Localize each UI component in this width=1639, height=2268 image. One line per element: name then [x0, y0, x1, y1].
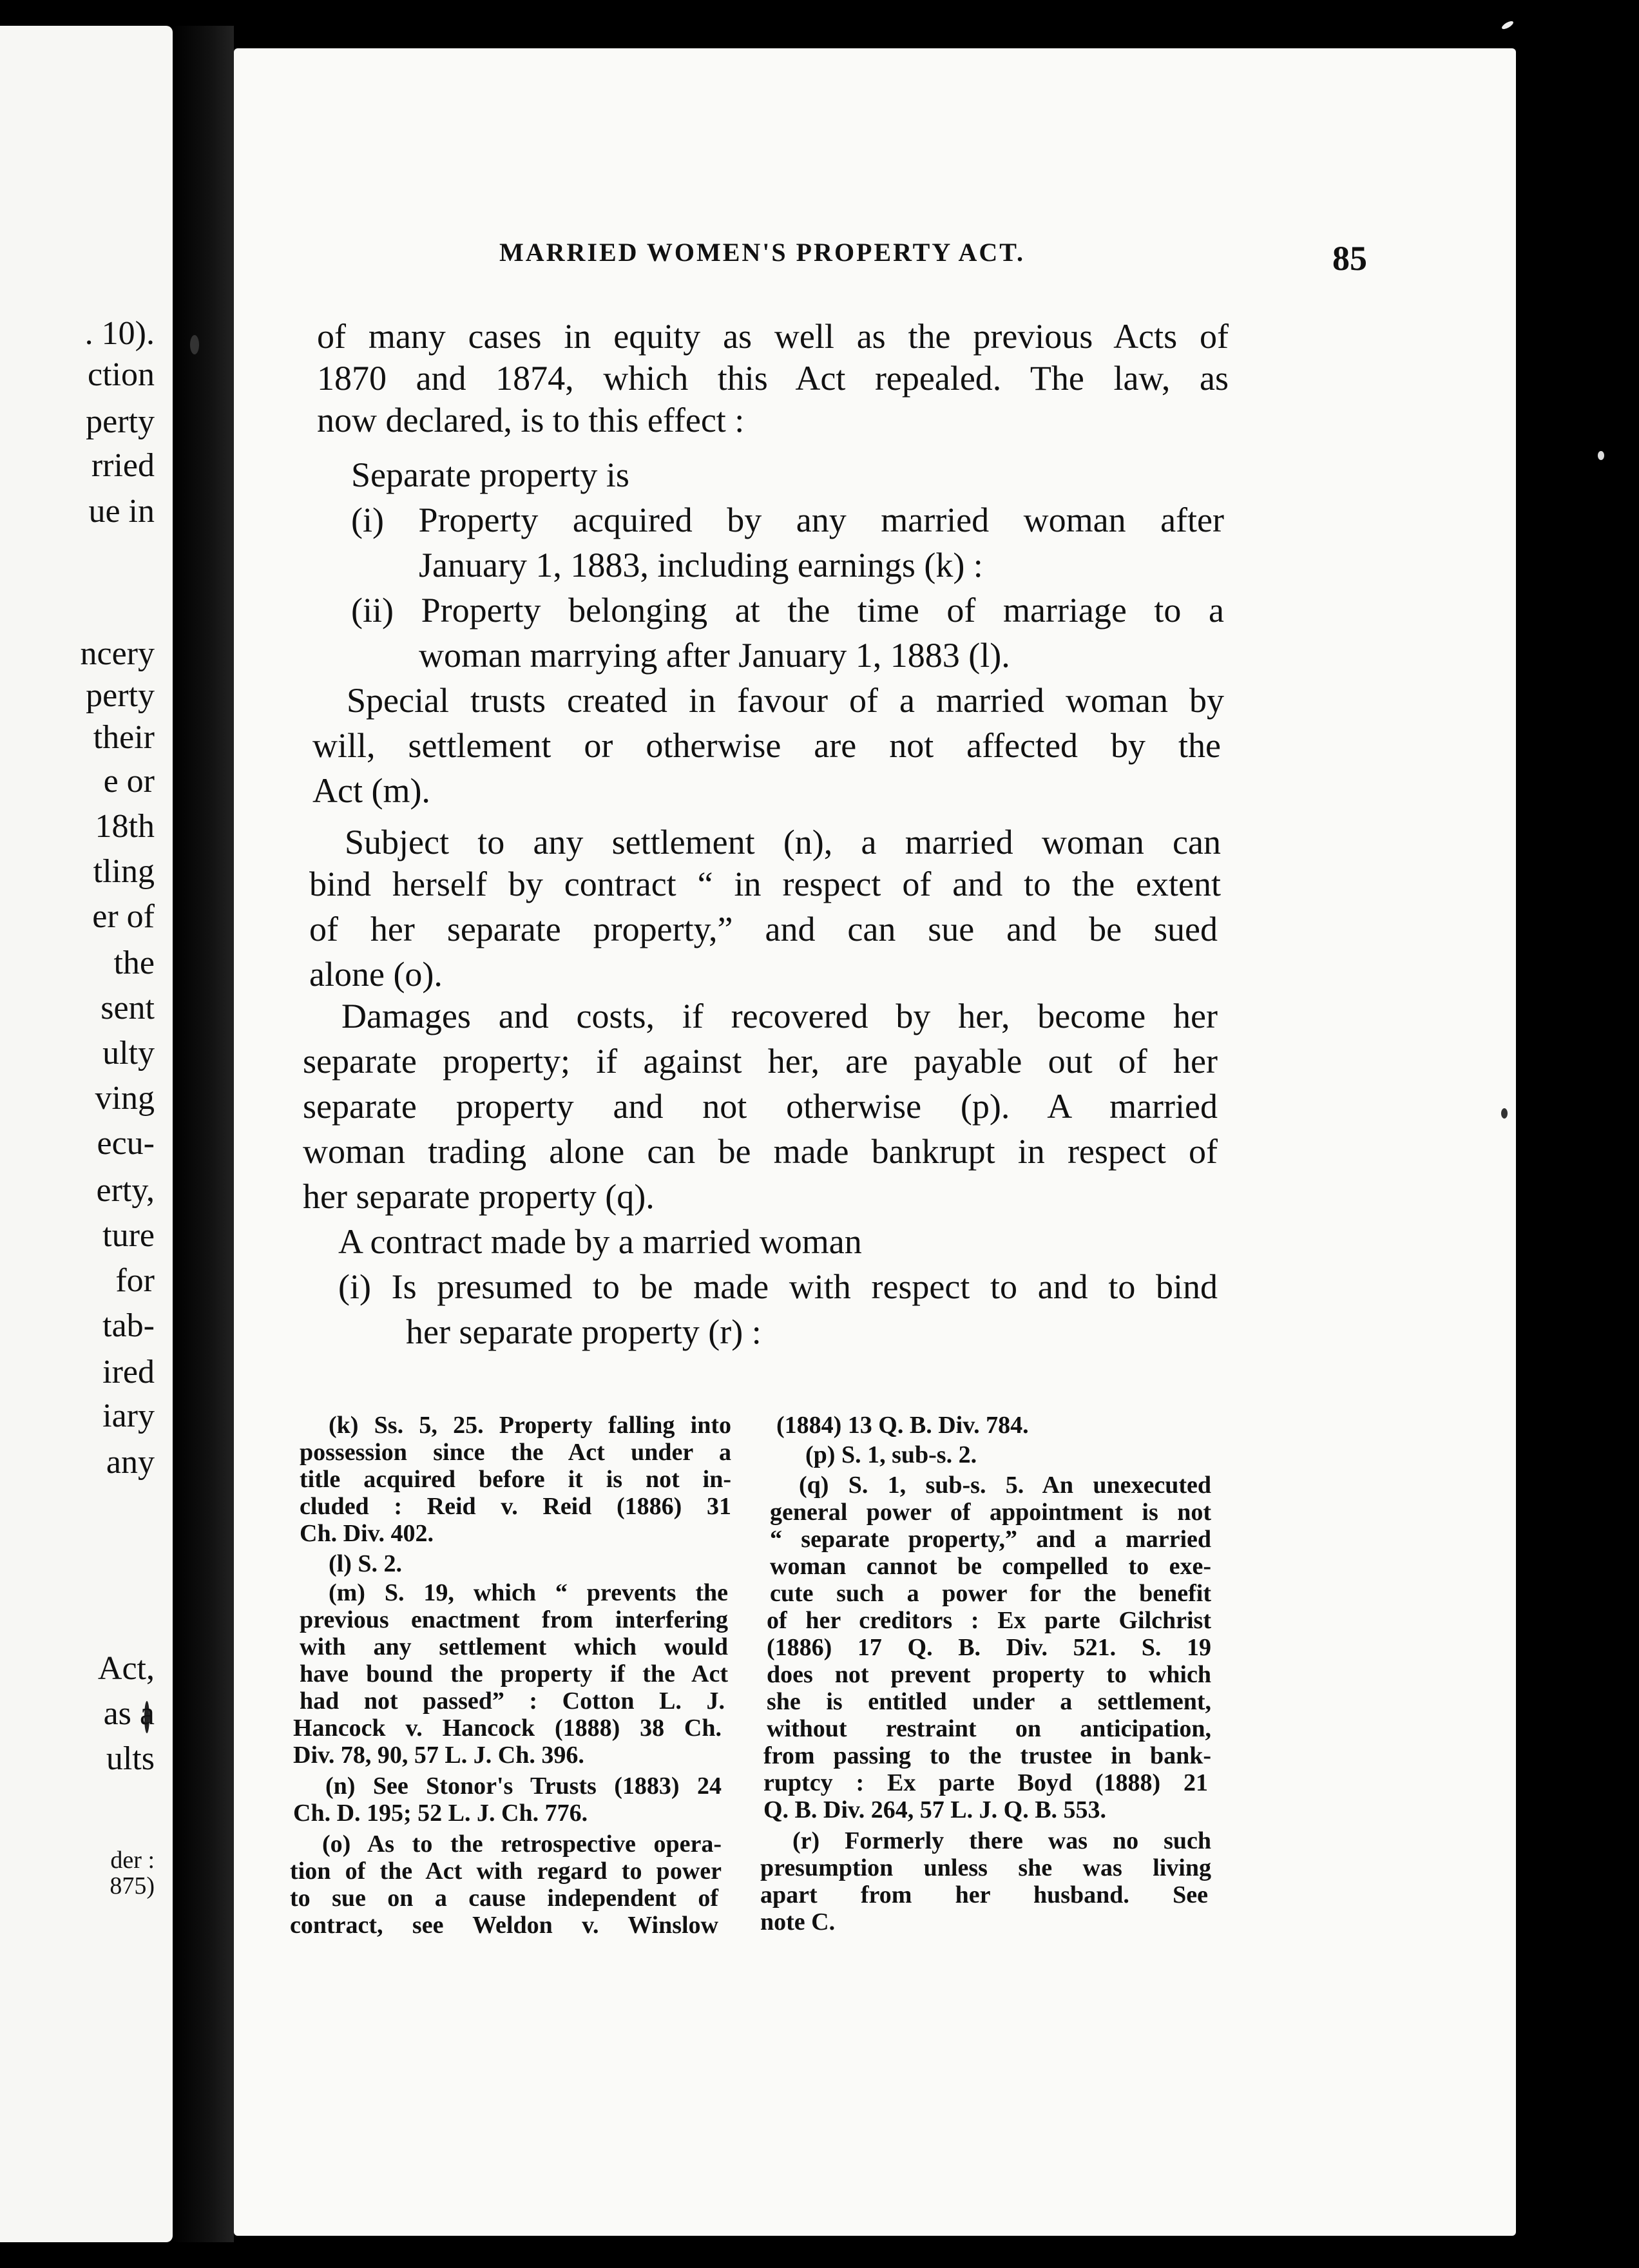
footnote-line-left-column: tion of the Act with regard to power [290, 1858, 722, 1885]
left-page-fragment: rried [91, 447, 155, 484]
footnote-line-right-column: note C. [760, 1908, 836, 1936]
body-line: A contract made by a married woman [338, 1222, 862, 1261]
body-line: (i) Is presumed to be made with respect to and to bind [338, 1267, 1218, 1306]
footnote-line-right-column: general power of appointment is not [770, 1499, 1211, 1526]
left-page-fragment: perty [86, 403, 155, 440]
footnote-line-left-column: Ch. D. 195; 52 L. J. Ch. 776. [293, 1800, 588, 1827]
left-page-fragment: ncery [80, 635, 155, 672]
footnote-line-right-column: of her creditors : Ex parte Gilchrist [767, 1607, 1211, 1634]
footnote-line-right-column: from passing to the trustee in bank- [763, 1742, 1211, 1769]
body-line: alone (o). [309, 955, 443, 994]
body-line: of her separate property,” and can sue and be sued [309, 910, 1218, 948]
footnote-line-left-column: (o) As to the retrospective opera- [322, 1831, 722, 1858]
body-line: (i) Property acquired by any married woman after [351, 501, 1224, 539]
footnote-line-left-column: title acquired before it is not in- [300, 1466, 731, 1493]
left-page-fragment: ving [95, 1080, 155, 1117]
body-line: (ii) Property belonging at the time of marriage to a [351, 591, 1224, 629]
footnote-line-right-column: “ separate property,” and a married [770, 1526, 1211, 1553]
body-line: now declared, is to this effect : [317, 401, 745, 439]
footnote-line-left-column: have bound the property if the Act [300, 1660, 728, 1687]
footnote-line-left-column: Ch. Div. 402. [300, 1520, 434, 1547]
body-line: 1870 and 1874, which this Act repealed. The law, as [317, 359, 1229, 398]
footnote-line-left-column: (k) Ss. 5, 25. Property falling into [329, 1412, 731, 1439]
left-page-fragment: 18th [95, 808, 155, 845]
left-page-fragment: ulty [102, 1035, 155, 1072]
footnote-line-left-column: (l) S. 2. [329, 1550, 402, 1577]
footnote-line-right-column: she is entitled under a settlement, [767, 1688, 1211, 1715]
left-page-fragment: their [93, 719, 155, 756]
body-line: her separate property (r) : [406, 1312, 762, 1351]
scan-speck [1501, 1108, 1508, 1119]
footnote-line-right-column: ruptcy : Ex parte Boyd (1888) 21 [763, 1769, 1208, 1796]
footnote-line-right-column: presumption unless she was living [760, 1854, 1211, 1881]
left-page-fragment: ue in [88, 493, 155, 530]
left-page-fragment: sent [101, 990, 155, 1026]
body-line: Separate property is [351, 456, 629, 494]
left-page-fragment: the [113, 945, 155, 981]
left-page-fragment: er of [92, 898, 155, 935]
left-page-fragment: ction [88, 356, 155, 393]
left-page-fragment: der : [110, 1847, 155, 1874]
footnote-line-right-column: (r) Formerly there was no such [792, 1827, 1211, 1854]
left-page-fragment: tling [93, 853, 155, 890]
body-line: Damages and costs, if recovered by her, become her [341, 997, 1218, 1035]
left-page-fragment: ired [102, 1354, 155, 1390]
footnote-line-left-column: cluded : Reid v. Reid (1886) 31 [300, 1493, 731, 1520]
footnote-line-right-column: without restraint on anticipation, [767, 1715, 1211, 1742]
footnote-line-left-column: (m) S. 19, which “ prevents the [329, 1579, 728, 1606]
left-page-fragment: tab- [102, 1307, 155, 1344]
body-line: of many cases in equity as well as the previous Acts of [317, 317, 1229, 356]
left-page-fragment: as a [103, 1695, 155, 1732]
body-line: separate property; if against her, are payable out of her [303, 1042, 1218, 1081]
body-line: separate property and not otherwise (p). A married [303, 1087, 1218, 1126]
body-line: woman marrying after January 1, 1883 (l). [419, 636, 1010, 675]
footnote-line-right-column: woman cannot be compelled to exe- [770, 1553, 1211, 1580]
footnote-line-right-column: (q) S. 1, sub-s. 5. An unexecuted [799, 1472, 1211, 1499]
body-line: January 1, 1883, including earnings (k) : [419, 546, 983, 584]
footnote-line-left-column: Hancock v. Hancock (1888) 38 Ch. [293, 1715, 722, 1742]
body-line: Special trusts created in favour of a married woman by [347, 681, 1224, 720]
body-line: her separate property (q). [303, 1177, 655, 1216]
scan-speck [190, 335, 199, 354]
left-page-fragment: ecu- [97, 1125, 155, 1162]
footnote-line-right-column: (1884) 13 Q. B. Div. 784. [776, 1412, 1029, 1439]
footnote-line-left-column: previous enactment from interfering [300, 1606, 728, 1633]
left-page-fragment: . 10). [84, 315, 155, 352]
left-page-fragment: e or [103, 763, 155, 800]
footnote-line-right-column: Q. B. Div. 264, 57 L. J. Q. B. 553. [763, 1796, 1107, 1823]
body-line: Subject to any settlement (n), a married woman can [345, 823, 1221, 861]
left-page-fragment: iary [102, 1398, 155, 1434]
footnote-line-left-column: Div. 78, 90, 57 L. J. Ch. 396. [293, 1742, 584, 1769]
body-line: Act (m). [312, 771, 430, 810]
left-page-fragment: ture [102, 1217, 155, 1254]
body-line: will, settlement or otherwise are not affected by the [312, 726, 1221, 765]
book-spine-shadow [173, 26, 234, 2242]
footnote-line-left-column: possession since the Act under a [300, 1439, 731, 1466]
footnote-line-right-column: cute such a power for the benefit [770, 1580, 1211, 1607]
left-page-fragment: 875) [110, 1872, 155, 1899]
footnote-line-left-column: contract, see Weldon v. Winslow [290, 1912, 718, 1939]
page-number: 85 [1332, 239, 1367, 278]
left-page-fragment: Act, [97, 1650, 155, 1687]
left-page-fragment: perty [86, 677, 155, 714]
left-page-fragment: ults [106, 1740, 155, 1777]
left-page-fragment: erty, [96, 1172, 155, 1209]
body-line: bind herself by contract “ in respect of and to the extent [309, 865, 1221, 903]
body-line: woman trading alone can be made bankrupt in respect of [303, 1132, 1218, 1171]
footnote-line-left-column: with any settlement which would [300, 1633, 728, 1660]
footnote-line-left-column: to sue on a cause independent of [290, 1885, 718, 1912]
left-page-fragment: for [115, 1262, 155, 1299]
running-head: MARRIED WOMEN'S PROPERTY ACT. [499, 238, 1026, 267]
scan-speck [1598, 451, 1604, 460]
footnote-line-right-column: (1886) 17 Q. B. Div. 521. S. 19 [767, 1634, 1211, 1661]
footnote-line-right-column: (p) S. 1, sub-s. 2. [805, 1441, 977, 1468]
footnote-line-left-column: had not passed” : Cotton L. J. [300, 1687, 725, 1715]
right-scan-edge [1516, 48, 1639, 2268]
footnote-line-left-column: (n) See Stonor's Trusts (1883) 24 [325, 1773, 722, 1800]
footnote-line-right-column: apart from her husband. See [760, 1881, 1208, 1908]
footnote-line-right-column: does not prevent property to which [767, 1661, 1211, 1688]
left-page-fragment: any [106, 1444, 155, 1481]
